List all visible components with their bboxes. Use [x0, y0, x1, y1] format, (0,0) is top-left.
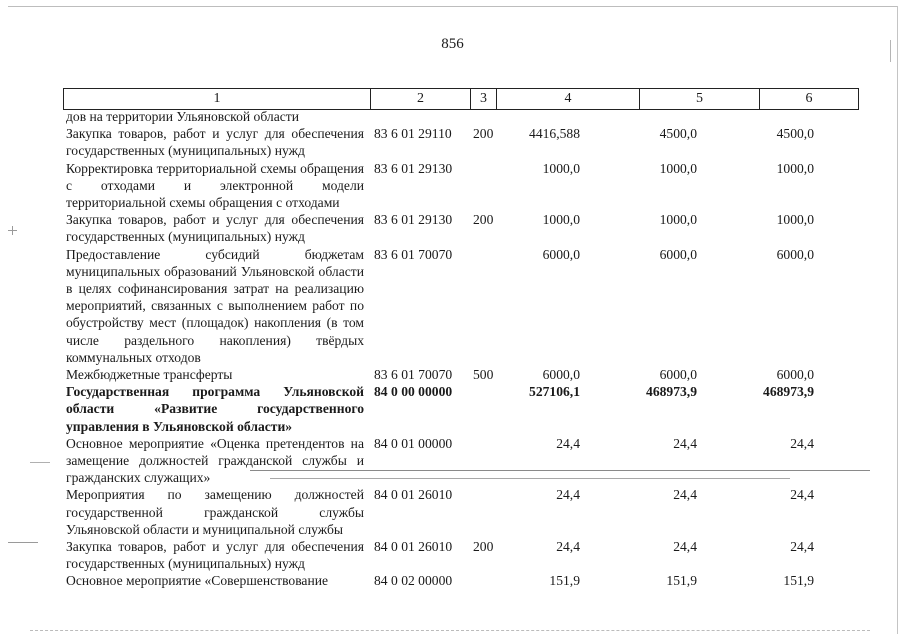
column-header-1: 1 [64, 89, 371, 110]
row-value-col4: 527106,1 [529, 384, 580, 400]
row-code: 83 6 01 29110 [374, 126, 452, 142]
row-value-col4: 6000,0 [542, 367, 580, 383]
row-value-col6: 6000,0 [776, 246, 814, 262]
scan-bottom-edge [30, 630, 870, 632]
row-name: Мероприятия по замещению должностей государственной гражданской службы Ульяновской области и муниципальной службы [66, 487, 364, 537]
row-value-col5: 4500,0 [659, 126, 697, 142]
row-value-col4: 24,4 [556, 487, 580, 503]
row-value-col5: 1000,0 [659, 212, 697, 228]
row-value-col4: 151,9 [549, 573, 580, 589]
scan-mark [30, 462, 50, 463]
column-header-6: 6 [760, 89, 859, 110]
row-code: 83 6 01 29130 [374, 160, 453, 176]
table-row [0, 246, 905, 366]
scan-streak [250, 470, 870, 471]
scan-mark [12, 226, 13, 235]
row-value-col5: 6000,0 [659, 246, 697, 262]
table-row [0, 572, 905, 589]
row-code: 84 0 01 00000 [374, 435, 453, 451]
scan-streak [270, 478, 790, 479]
row-value-col6: 6000,0 [776, 367, 814, 383]
page-number: 856 [441, 36, 464, 52]
row-value-col6: 1000,0 [776, 160, 814, 176]
column-header-2: 2 [371, 89, 471, 110]
row-value-col6: 4500,0 [776, 126, 814, 142]
row-expense-type: 200 [473, 539, 494, 555]
row-value-col6: 24,4 [790, 487, 814, 503]
column-header-5: 5 [640, 89, 760, 110]
row-code: 84 0 01 26010 [374, 539, 453, 555]
row-value-col5: 24,4 [673, 487, 697, 503]
row-name: Основное мероприятие «Совершенствование [66, 573, 329, 589]
table-row [0, 108, 905, 125]
row-value-col5: 1000,0 [659, 160, 697, 176]
row-name: Основное мероприятие «Оценка претендентов на замещение должностей гражданской службы и гражданских служащих» [66, 435, 364, 486]
row-code: 84 0 02 00000 [374, 573, 453, 589]
row-name: Межбюджетные трансферты [66, 367, 233, 383]
row-value-col4: 4416,588 [529, 126, 580, 142]
row-value-col5: 24,4 [673, 539, 697, 555]
row-value-col4: 1000,0 [542, 160, 580, 176]
row-code: 83 6 01 29130 [374, 212, 453, 228]
row-value-col6: 468973,9 [763, 384, 814, 400]
scan-mark [890, 40, 891, 62]
row-expense-type: 500 [473, 367, 494, 383]
column-header-row [64, 89, 859, 110]
table-row [0, 486, 905, 538]
row-value-col5: 24,4 [673, 435, 697, 451]
row-value-col5: 6000,0 [659, 367, 697, 383]
column-header-3: 3 [471, 89, 497, 110]
table-row [0, 160, 905, 212]
scan-mark [8, 542, 38, 543]
row-code: 83 6 01 70070 [374, 246, 453, 262]
row-code: 84 0 00 00000 [374, 384, 453, 400]
row-code: 83 6 01 70070 [374, 367, 453, 383]
row-value-col4: 1000,0 [542, 212, 580, 228]
table-row [0, 538, 905, 572]
page-top-edge [8, 6, 898, 7]
table-row-program-total [0, 383, 905, 435]
row-value-col6: 24,4 [790, 539, 814, 555]
row-value-col4: 6000,0 [542, 246, 580, 262]
table-row [0, 125, 905, 159]
table-row [0, 211, 905, 245]
row-value-col6: 24,4 [790, 435, 814, 451]
row-name: Закупка товаров, работ и услуг для обеспечения государственных (муниципальных) нужд [66, 212, 364, 245]
row-value-col6: 1000,0 [776, 212, 814, 228]
row-name: Закупка товаров, работ и услуг для обеспечения государственных (муниципальных) нужд [66, 126, 364, 159]
row-expense-type: 200 [473, 212, 494, 228]
row-expense-type: 200 [473, 126, 494, 142]
row-name: Государственная программа Ульяновской области «Развитие государственного управления в Ульяновской области» [66, 384, 364, 434]
table-row [0, 366, 905, 383]
row-name: Предоставление субсидий бюджетам муниципальных образований Ульяновской области в целях софинансирования затрат на реализацию мероприятий, связанных с выполнением работ по обустройству мест (площадок) накопления (в том числе раздельного накопления) твёрдых коммунальных отходов [66, 246, 364, 365]
row-value-col6: 151,9 [783, 573, 814, 589]
row-value-col4: 24,4 [556, 539, 580, 555]
row-value-col5: 151,9 [666, 573, 697, 589]
row-value-col5: 468973,9 [646, 384, 697, 400]
column-header-4: 4 [497, 89, 640, 110]
row-name: Закупка товаров, работ и услуг для обеспечения государственных (муниципальных) нужд [66, 539, 364, 572]
row-name: Корректировка территориальной схемы обращения с отходами и электронной модели территориальной схемы обращения с отходами [66, 160, 364, 211]
row-value-col4: 24,4 [556, 435, 580, 451]
column-header-table [63, 88, 859, 110]
row-code: 84 0 01 26010 [374, 487, 453, 503]
budget-table-body [0, 108, 905, 590]
row-name: дов на территории Ульяновской области [66, 109, 299, 124]
